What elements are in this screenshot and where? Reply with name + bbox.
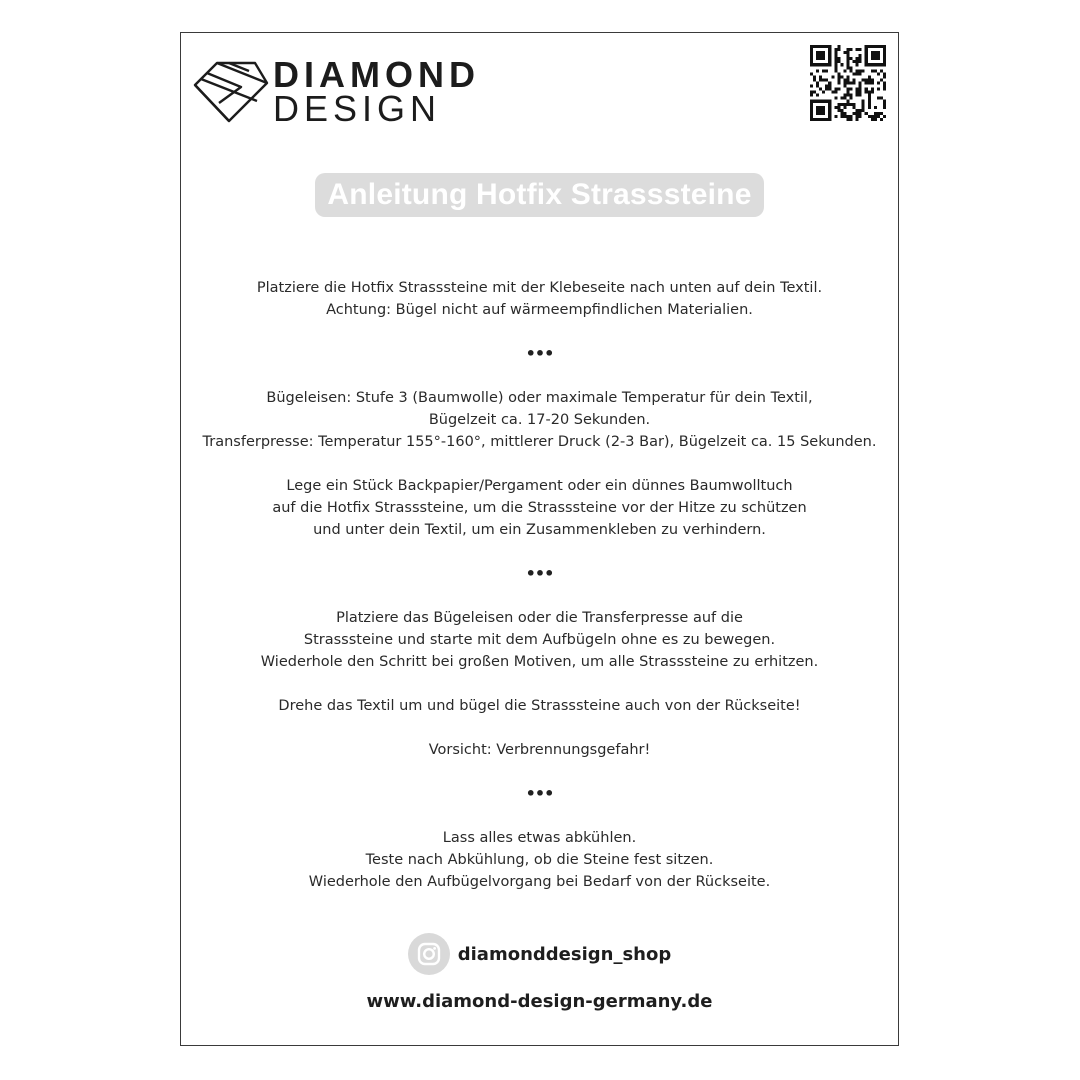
instruction-paragraph-cooling xyxy=(181,827,898,893)
text-line: Lass alles etwas abkühlen. xyxy=(442,830,637,846)
diamond-logo-icon xyxy=(193,57,269,125)
text-line: Wiederhole den Aufbügelvorgang bei Bedarf von der Rückseite. xyxy=(308,874,771,890)
text-line: Vorsicht: Verbrennungsgefahr! xyxy=(428,742,651,758)
instructions xyxy=(181,277,898,893)
separator-dots: ••• xyxy=(525,784,554,803)
instruction-card xyxy=(180,32,899,1046)
text-line: Bügelzeit ca. 17-20 Sekunden. xyxy=(428,412,651,428)
text-line: und unter dein Textil, um ein Zusammenkleben zu verhindern. xyxy=(313,522,766,538)
text-line: auf die Hotfix Strasssteine, um die Strasssteine vor der Hitze zu schützen xyxy=(272,500,807,516)
text-line: Transferpresse: Temperatur 155°-160°, mittlerer Druck (2-3 Bar), Bügelzeit ca. 15 Sekunden. xyxy=(202,434,877,450)
instruction-paragraph-paper xyxy=(181,475,898,541)
instruction-paragraph-warning xyxy=(181,739,898,761)
title-wrap xyxy=(181,173,898,217)
instruction-paragraph-ironing xyxy=(181,607,898,673)
instagram-link[interactable] xyxy=(408,933,671,975)
instruction-paragraph-placement xyxy=(181,277,898,321)
brand-wordmark xyxy=(273,54,480,129)
page-title: Anleitung Hotfix Strasssteine xyxy=(315,173,763,217)
brand-line-2: DESIGN xyxy=(273,88,442,129)
instruction-paragraph-settings xyxy=(181,387,898,453)
brand-logo xyxy=(193,49,480,133)
text-line: Drehe das Textil um und bügel die Strasssteine auch von der Rückseite! xyxy=(278,698,801,714)
text-line: Platziere die Hotfix Strasssteine mit der Klebeseite nach unten auf dein Textil. xyxy=(256,280,823,296)
qr-code-icon xyxy=(810,45,886,121)
text-line: Wiederhole den Schritt bei großen Motiven, um alle Strasssteine zu erhitzen. xyxy=(260,654,819,670)
text-line: Lege ein Stück Backpapier/Pergament oder ein dünnes Baumwolltuch xyxy=(286,478,793,494)
text-line: Achtung: Bügel nicht auf wärmeempfindlichen Materialien. xyxy=(326,302,753,318)
text-line: Bügeleisen: Stufe 3 (Baumwolle) oder maximale Temperatur für dein Textil, xyxy=(266,390,813,406)
text-line: Platziere das Bügeleisen oder die Transferpresse auf die xyxy=(336,610,743,626)
instagram-handle[interactable]: diamonddesign_shop xyxy=(457,943,672,965)
text-line: Teste nach Abkühlung, ob die Steine fest sitzen. xyxy=(365,852,714,868)
separator-dots: ••• xyxy=(525,344,554,363)
brand-line-1: DIAMOND xyxy=(273,54,480,95)
instruction-paragraph-backside xyxy=(181,695,898,717)
text-line: Strasssteine und starte mit dem Aufbügeln ohne es zu bewegen. xyxy=(303,632,776,648)
instagram-icon xyxy=(408,933,450,975)
website-link[interactable]: www.diamond-design-germany.de xyxy=(366,991,713,1012)
separator-dots: ••• xyxy=(525,564,554,583)
footer xyxy=(181,933,898,1012)
